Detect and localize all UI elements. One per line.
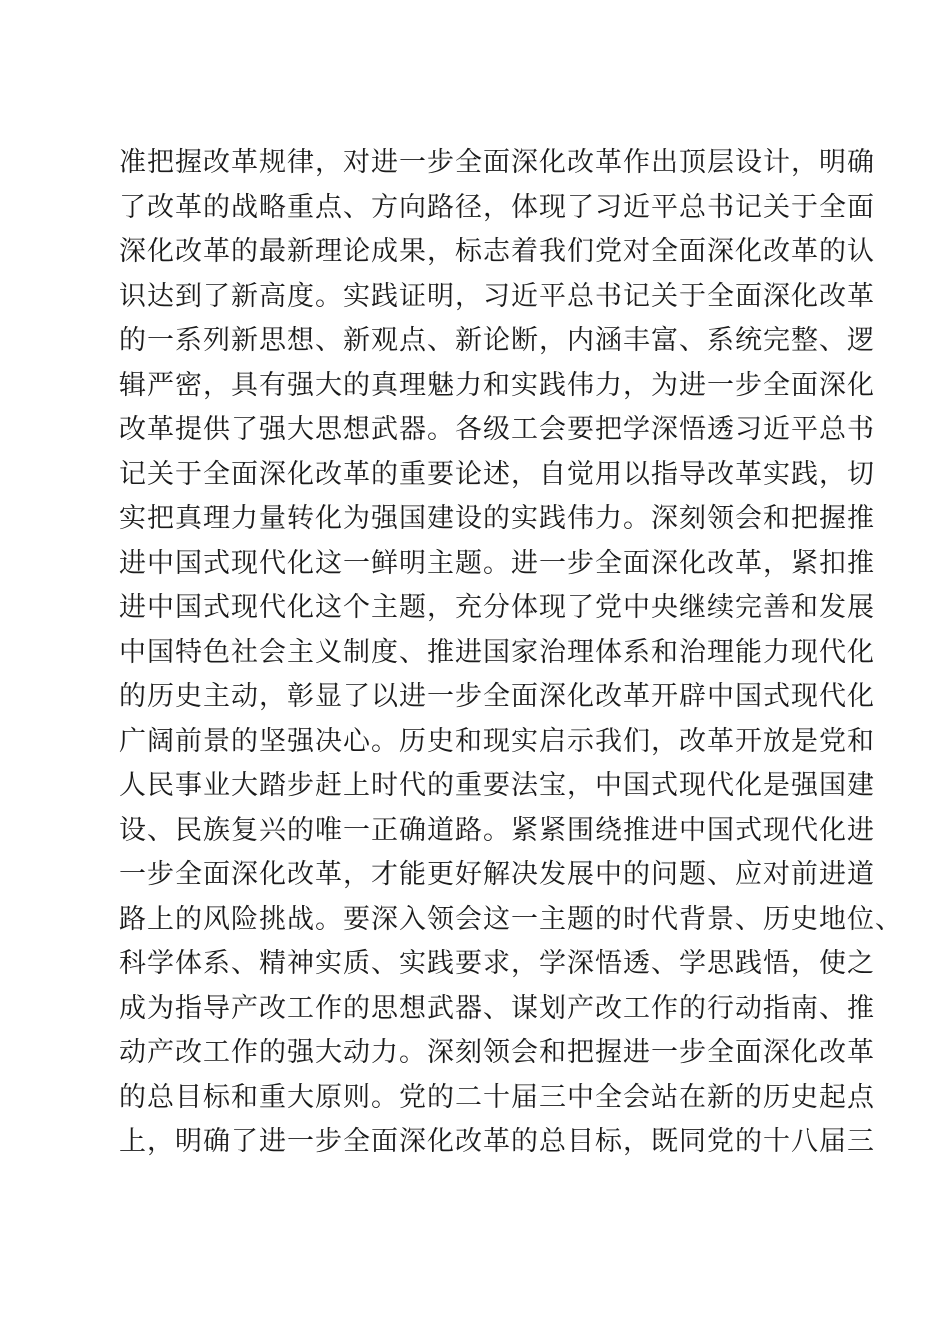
text-line: 辑严密，具有强大的真理魅力和实践伟力，为进一步全面深化 xyxy=(119,369,875,401)
text-line: 改革提供了强大思想武器。各级工会要把学深悟透习近平总书 xyxy=(119,414,875,445)
text-line: 广阔前景的坚强决心。历史和现实启示我们，改革开放是党和 xyxy=(119,725,875,757)
text-line: 记关于全面深化改革的重要论述，自觉用以指导改革实践，切 xyxy=(119,458,875,490)
text-line: 设、民族复兴的唯一正确道路。紧紧围绕推进中国式现代化进 xyxy=(119,814,875,846)
text-line: 成为指导产改工作的思想武器、谋划产改工作的行动指南、推 xyxy=(119,992,875,1024)
text-line: 动产改工作的强大动力。深刻领会和把握进一步全面深化改革 xyxy=(119,1037,875,1068)
text-line: 中国特色社会主义制度、推进国家治理体系和治理能力现代化 xyxy=(119,636,875,668)
text-line: 科学体系、精神实质、实践要求，学深悟透、学思践悟，使之 xyxy=(119,948,875,979)
text-line: 人民事业大踏步赶上时代的重要法宝，中国式现代化是强国建 xyxy=(119,770,875,801)
text-line: 一步全面深化改革，才能更好解决发展中的问题、应对前进道 xyxy=(119,859,875,890)
text-line: 识达到了新高度。实践证明，习近平总书记关于全面深化改革 xyxy=(119,280,875,312)
text-line: 的历史主动，彰显了以进一步全面深化改革开辟中国式现代化 xyxy=(119,681,875,712)
text-line: 路上的风险挑战。要深入领会这一主题的时代背景、历史地位、 xyxy=(119,903,903,935)
text-line: 了改革的战略重点、方向路径，体现了习近平总书记关于全面 xyxy=(119,191,875,223)
text-line: 实把真理力量转化为强国建设的实践伟力。深刻领会和把握推 xyxy=(119,503,875,534)
text-line: 进中国式现代化这一鲜明主题。进一步全面深化改革，紧扣推 xyxy=(119,547,875,579)
text-line: 准把握改革规律，对进一步全面深化改革作出顶层设计，明确 xyxy=(119,147,875,178)
text-line: 进中国式现代化这个主题，充分体现了党中央继续完善和发展 xyxy=(119,592,875,623)
body-paragraph xyxy=(119,141,903,1165)
text-line: 深化改革的最新理论成果，标志着我们党对全面深化改革的认 xyxy=(119,236,875,267)
text-line: 上，明确了进一步全面深化改革的总目标，既同党的十八届三 xyxy=(119,1126,875,1157)
text-line: 的一系列新思想、新观点、新论断，内涵丰富、系统完整、逻 xyxy=(119,325,875,356)
text-line: 的总目标和重大原则。党的二十届三中全会站在新的历史起点 xyxy=(119,1081,875,1113)
